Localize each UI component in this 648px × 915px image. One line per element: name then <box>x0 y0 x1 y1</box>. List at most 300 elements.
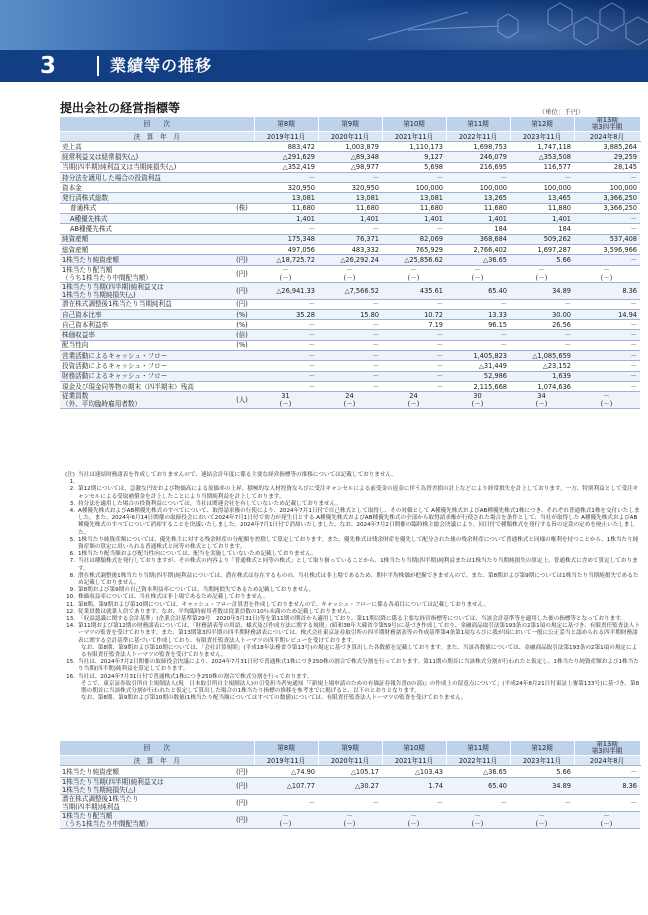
value-cell <box>510 234 574 244</box>
row-label-line: 純資産額 <box>62 235 89 244</box>
value-line: 24 <box>409 392 418 401</box>
table-row <box>60 193 640 203</box>
period-header-row <box>60 741 640 756</box>
value-cell <box>446 282 510 299</box>
date-header-cell: 2020年11月 <box>318 756 382 766</box>
value-line: － <box>630 767 637 776</box>
period-header-cell: 第12期 <box>510 741 574 756</box>
value-cell <box>318 351 382 361</box>
value-cell <box>382 172 446 182</box>
table-row <box>60 224 640 234</box>
note-text: 当社は、2024年7月2日開催の取締役会決議により、2024年7月31日付で普通株式1株につき250株の割合で株式分割を行っております。第11期の期首に当該株式分割が行われたと仮定し、1株当たり純資産額および1株当たり当期(四半期)純利益を算定しております。 <box>78 659 639 673</box>
value-cell <box>510 309 574 319</box>
note-text: 当社は連結財務諸表を作成しておりませんので、連結会計年度に係る主要な経営指標等の推移については記載しておりません。 <box>78 472 397 478</box>
value-line: 11,680 <box>291 204 315 213</box>
value-cell <box>318 766 382 778</box>
value-line: 246,079 <box>479 152 507 161</box>
value-line: － <box>372 173 379 182</box>
value-cell <box>318 392 382 409</box>
period-header-label: 回 次 <box>60 117 254 132</box>
note-text: なお、第8期、第9期および第10期については、「会社計算規則」(平成18年法務省令第13号)の規定に基づき算出した各数値を記載しております。また、当該各数値については、金融商品取引法第193条の2第1項の規定による有限責任監査法人トーマツの監査を受けておりません。 <box>81 644 638 659</box>
section-divider <box>97 56 99 76</box>
value-cell <box>510 766 574 778</box>
value-line: － <box>500 300 507 309</box>
value-cell <box>318 152 382 162</box>
note-number: 13. <box>66 616 75 623</box>
value-cell <box>510 265 574 282</box>
value-cell <box>574 299 640 309</box>
value-line: － <box>308 225 315 234</box>
value-line: △98,977 <box>350 163 379 172</box>
value-cell <box>446 371 510 381</box>
value-line: 11,680 <box>483 204 507 213</box>
value-line: △107.77 <box>286 782 315 790</box>
table-row <box>60 795 640 812</box>
value-line: － <box>282 812 289 820</box>
note-text: 第8期、第9期および第10期については、キャッシュ・フロー計算書を作成しておりませんので、キャッシュ・フローに係る各項目については記載しておりません。 <box>78 601 490 608</box>
value-cell <box>254 203 318 213</box>
value-line: － <box>372 361 379 370</box>
value-cell <box>510 203 574 213</box>
value-line: － <box>410 265 417 274</box>
row-unit <box>230 214 254 224</box>
value-cell <box>254 172 318 182</box>
section-title: 業績等の推移 <box>110 56 213 75</box>
value-cell <box>318 320 382 330</box>
value-line: △26,941.33 <box>276 286 315 295</box>
value-line: 65.40 <box>488 782 507 790</box>
row-label <box>60 766 230 778</box>
value-line: － <box>474 812 481 820</box>
value-cell <box>382 330 446 340</box>
row-unit <box>230 234 254 244</box>
page-subtitle: 提出会社の経営指標等 <box>60 101 181 115</box>
date-header-cell: 2021年11月 <box>382 132 446 142</box>
hexagon-pattern-icon <box>348 0 648 50</box>
value-line: － <box>564 331 571 340</box>
row-label <box>60 265 230 282</box>
value-cell <box>382 766 446 778</box>
value-cell <box>574 309 640 319</box>
note-text: A種優先株式およびAB種優先株式のすべてについて、取得請求権の行使により、2024年7月1日付で自己株式として取得し、その対価として A種優先株式およびAB種優先株式1株につき、それぞれ普通株式1株を交付いたしました。また、2024年6月14日開催の取締役会において2024年7月1日付で効力が発生日とする A種優先株式およびAB種優先株式の全部から取得請求権が行使された場合を条件として、当社が取得した A種優先株式およびAB種優先株式のすべてについて消却することを決議いたしました。2024年7月1日付で消却いたしました。なお、2024年7月2日開催の臨時株主総会決議により、同日付で種類株式を発行する旨の定款の定めを廃止いたしました。 <box>78 508 640 536</box>
note-text: 従業員数は就業人員であります。なお、平均臨時雇用者数は従業員数の10％未満のため記載しておりません。 <box>78 608 354 615</box>
value-cell <box>510 282 574 299</box>
value-line: (－) <box>279 820 292 828</box>
row-label-line: 1株当たり当期純損失(△) <box>62 290 136 299</box>
table-row <box>60 766 640 778</box>
row-unit <box>230 162 254 172</box>
value-line: △18,725.72 <box>276 255 315 264</box>
note-item <box>60 594 642 601</box>
row-label <box>60 224 230 234</box>
row-label <box>60 142 230 152</box>
note-number: 6. <box>69 551 75 558</box>
date-header-cell: 2022年11月 <box>446 756 510 766</box>
value-cell <box>382 371 446 381</box>
value-cell <box>574 234 640 244</box>
date-header-cell: 2023年11月 <box>510 756 574 766</box>
note-item <box>60 674 642 681</box>
value-line: 483,332 <box>351 245 379 254</box>
row-label-line: 株価収益率 <box>62 331 95 340</box>
value-line: － <box>630 382 637 391</box>
value-line: (－) <box>471 273 484 282</box>
value-cell <box>318 282 382 299</box>
value-line: 52,986 <box>483 372 507 381</box>
value-cell <box>382 142 446 152</box>
value-cell <box>446 183 510 193</box>
value-cell <box>254 778 318 795</box>
value-line: 320,950 <box>287 183 315 192</box>
value-cell <box>510 255 574 265</box>
value-cell <box>510 152 574 162</box>
table-row <box>60 255 640 265</box>
value-cell <box>254 361 318 371</box>
note-item <box>60 623 642 645</box>
value-line: (－) <box>600 273 613 282</box>
table-row <box>60 265 640 282</box>
row-unit: (%) <box>230 340 254 350</box>
note-number: 2. <box>69 486 75 493</box>
value-line: 13,081 <box>291 194 315 203</box>
value-line: － <box>564 799 571 807</box>
note-item <box>60 486 642 500</box>
value-cell <box>574 795 640 812</box>
value-line: 10.72 <box>424 310 443 319</box>
value-cell <box>382 183 446 193</box>
value-cell <box>510 330 574 340</box>
value-cell <box>382 309 446 319</box>
value-cell <box>446 330 510 340</box>
value-cell <box>382 299 446 309</box>
value-cell <box>254 142 318 152</box>
value-cell <box>574 340 640 350</box>
value-line: － <box>500 799 507 807</box>
period-header-cell <box>574 117 640 132</box>
value-line: － <box>603 265 610 274</box>
value-line: 100,000 <box>479 183 507 192</box>
row-label <box>60 203 230 213</box>
value-cell <box>574 244 640 254</box>
value-line: 76,371 <box>355 235 379 244</box>
note-number: 10. <box>66 594 75 601</box>
value-cell <box>574 142 640 152</box>
value-cell <box>574 812 640 829</box>
row-unit <box>230 183 254 193</box>
note-item <box>60 645 642 659</box>
value-cell <box>318 381 382 391</box>
value-line: 13,081 <box>355 194 379 203</box>
note-number: (注) 1. <box>65 472 75 486</box>
value-line: － <box>538 812 545 820</box>
value-line: － <box>308 331 315 340</box>
value-cell <box>318 340 382 350</box>
value-cell <box>382 812 446 829</box>
period-header-line: 第13期 <box>596 741 618 748</box>
row-unit: (株) <box>230 203 254 213</box>
note-text: 当社は、2024年7月31日付で普通株式1株につき250株の割合で株式分割を行っております。 <box>78 673 313 680</box>
value-cell <box>382 795 446 812</box>
table-row <box>60 381 640 391</box>
value-cell <box>254 812 318 829</box>
value-cell <box>382 392 446 409</box>
value-cell <box>510 361 574 371</box>
value-line: － <box>630 320 637 329</box>
value-line: 35.28 <box>296 310 315 319</box>
value-cell <box>446 812 510 829</box>
value-line: － <box>500 173 507 182</box>
row-label-line: 経常利益又は経常損失(△) <box>62 152 139 161</box>
note-text: 1株当たり配当額および配当性向については、配当を実施していないため記載しておりません。 <box>78 551 317 558</box>
value-cell <box>446 255 510 265</box>
value-line: 3,366,250 <box>603 194 637 203</box>
row-unit: (円) <box>230 778 254 795</box>
row-label-line: （うち1株当たり中間配当額） <box>62 273 152 282</box>
value-cell <box>254 351 318 361</box>
value-line: △30.27 <box>355 782 379 790</box>
value-line: － <box>372 341 379 350</box>
value-cell <box>318 183 382 193</box>
table-row <box>60 351 640 361</box>
date-header-label: 決 算 年 月 <box>60 756 254 766</box>
row-label <box>60 183 230 193</box>
value-cell <box>446 203 510 213</box>
row-label <box>60 193 230 203</box>
value-cell <box>254 309 318 319</box>
period-header-cell: 第8期 <box>254 117 318 132</box>
value-cell <box>446 309 510 319</box>
value-cell <box>446 778 510 795</box>
row-label-line: 配当性向 <box>62 341 89 350</box>
value-line: △353,508 <box>538 152 571 161</box>
table-row <box>60 361 640 371</box>
value-cell <box>254 330 318 340</box>
value-line: － <box>372 351 379 360</box>
value-line: 116,577 <box>543 163 571 172</box>
value-line: 1,401 <box>360 214 379 223</box>
row-unit <box>230 244 254 254</box>
period-header-cell: 第11期 <box>446 741 510 756</box>
row-label-line: 1株当たり純資産額 <box>62 767 119 776</box>
value-cell <box>254 224 318 234</box>
note-item <box>60 508 642 537</box>
value-cell <box>382 214 446 224</box>
value-line: (－) <box>535 400 548 409</box>
value-line: 30.00 <box>552 310 571 319</box>
value-line: △26,292.24 <box>340 255 379 264</box>
value-line: 5.66 <box>556 767 571 776</box>
value-line: (－) <box>279 273 292 282</box>
value-line: － <box>474 265 481 274</box>
row-label-line: 発行済株式総数 <box>62 194 109 203</box>
value-line: 100,000 <box>415 183 443 192</box>
value-line: 96.15 <box>488 320 507 329</box>
note-item <box>60 609 642 616</box>
value-line: － <box>372 372 379 381</box>
row-label-line: 財務活動によるキャッシュ・フロー <box>62 372 168 381</box>
table-row <box>60 183 640 193</box>
value-cell <box>574 371 640 381</box>
note-number: 14. <box>66 623 75 630</box>
value-cell <box>510 371 574 381</box>
row-label-line: 潜在株式調整後1株当たり <box>62 795 139 803</box>
row-unit: (円) <box>230 255 254 265</box>
value-line: － <box>282 265 289 274</box>
row-label-line: 営業活動によるキャッシュ・フロー <box>62 351 168 360</box>
value-cell <box>318 234 382 244</box>
row-unit: (%) <box>230 320 254 330</box>
value-line: － <box>630 341 637 350</box>
value-line: △36.65 <box>483 767 507 776</box>
note-number: 8. <box>69 572 75 579</box>
value-line: 11,680 <box>355 204 379 213</box>
value-line: (－) <box>535 820 548 828</box>
value-cell <box>446 766 510 778</box>
row-label-line: 自己資本利益率 <box>62 320 109 329</box>
value-line: 65.40 <box>488 286 507 295</box>
value-cell <box>318 330 382 340</box>
row-label-line: A種優先株式 <box>70 214 108 223</box>
value-line: － <box>436 351 443 360</box>
value-cell <box>318 162 382 172</box>
row-label-line: 自己資本比率 <box>62 310 102 319</box>
value-cell <box>574 351 640 361</box>
value-line: － <box>436 372 443 381</box>
value-line: (－) <box>407 273 420 282</box>
value-cell <box>510 183 574 193</box>
row-label <box>60 795 230 812</box>
value-line: 509,262 <box>543 235 571 244</box>
value-line: － <box>436 173 443 182</box>
row-label <box>60 172 230 182</box>
value-line: － <box>436 300 443 309</box>
value-cell <box>318 193 382 203</box>
row-label-line: 売上高 <box>62 142 82 151</box>
period-header-cell: 第9期 <box>318 741 382 756</box>
value-line: 31 <box>281 392 290 401</box>
value-cell <box>574 214 640 224</box>
value-line: － <box>500 341 507 350</box>
value-line: 11,880 <box>547 204 571 213</box>
value-line: － <box>630 331 637 340</box>
value-line: － <box>630 372 637 381</box>
value-line: 2,115,668 <box>473 382 507 391</box>
table-row <box>60 152 640 162</box>
date-header-cell: 2019年11月 <box>254 756 318 766</box>
value-line: － <box>308 361 315 370</box>
value-cell <box>510 162 574 172</box>
row-label <box>60 361 230 371</box>
value-cell <box>254 340 318 350</box>
value-cell <box>574 381 640 391</box>
value-line: 3,366,250 <box>603 204 637 213</box>
value-line: 28,145 <box>613 163 637 172</box>
row-unit: (%) <box>230 309 254 319</box>
value-cell <box>446 142 510 152</box>
value-cell <box>446 193 510 203</box>
value-line: △7,566.52 <box>344 286 379 295</box>
value-line: 9,127 <box>424 152 443 161</box>
value-cell <box>318 255 382 265</box>
row-unit <box>230 152 254 162</box>
value-line: － <box>372 225 379 234</box>
value-line: － <box>630 173 637 182</box>
note-number: 3. <box>69 500 75 507</box>
value-line: 11,680 <box>419 204 443 213</box>
value-cell <box>382 193 446 203</box>
value-line: (－) <box>407 400 420 409</box>
value-line: － <box>372 799 379 807</box>
value-line: 14.94 <box>618 310 637 319</box>
section-number: 3 <box>39 53 56 79</box>
row-label-line: 従業員数 <box>62 392 89 401</box>
value-line: 13.33 <box>488 310 507 319</box>
table-row <box>60 392 640 409</box>
value-cell <box>446 381 510 391</box>
value-line: △291,629 <box>282 152 315 161</box>
row-label-line: 投資活動によるキャッシュ・フロー <box>62 361 168 370</box>
row-label <box>60 320 230 330</box>
value-cell <box>446 299 510 309</box>
value-line: 29,259 <box>613 152 637 161</box>
value-cell <box>254 766 318 778</box>
value-line: △105.17 <box>350 767 379 776</box>
value-line: 1,401 <box>296 214 315 223</box>
note-text: そこで、東京証券取引所自主規制法人(現 日本取引所自主規制法人)の引受担当者宛通知「『新規上場申請のための有価証券報告書(Ⅰの部)』の作成上の留意点について」(平成24年8月21日付東証上審第133号)に基づき、第8期の期首に当該株式分割が行われたと仮定して算出した場合の1株当たり指標の推移を参考までに掲げると、以下のとおりとなります。 <box>81 680 640 695</box>
row-label <box>60 255 230 265</box>
value-cell <box>510 392 574 409</box>
row-label-line: 現金及び現金同等物の期末（四半期末）残高 <box>62 382 194 391</box>
value-cell <box>318 142 382 152</box>
value-line: 13,465 <box>547 194 571 203</box>
row-unit: (円) <box>230 299 254 309</box>
value-cell <box>254 234 318 244</box>
value-line: 435.61 <box>419 286 443 295</box>
table-row <box>60 162 640 172</box>
value-cell <box>318 371 382 381</box>
note-text: 1株当たり純資産額については、優先株主に対する残余財産の分配額を控除して算定しております。また、優先株式は残余財産を優先して配分された後の残余財産について普通株式と同様の権利を持つことから、1株当たり純資産額の算定に用いられる普通株式と同等の株式としております。 <box>78 536 639 551</box>
value-cell <box>318 214 382 224</box>
value-cell <box>446 265 510 282</box>
row-label-line: 普通株式 <box>70 204 97 213</box>
value-cell <box>382 234 446 244</box>
value-line: － <box>436 331 443 340</box>
value-line: 175,348 <box>287 235 315 244</box>
value-cell <box>510 214 574 224</box>
value-line: － <box>308 799 315 807</box>
row-label-line: 1株当たり配当額 <box>62 812 113 820</box>
date-header-cell: 2024年8月 <box>574 132 640 142</box>
value-line: (－) <box>343 400 356 409</box>
table-row <box>60 172 640 182</box>
value-cell <box>382 224 446 234</box>
value-line: － <box>308 372 315 381</box>
value-cell <box>446 351 510 361</box>
note-text: なお、第8期、第9期および第10期の数値(1株当たり配当額についてはすべての数値)については、有限責任監査法人トーマツの監査を受けておりません。 <box>81 695 467 702</box>
value-cell <box>382 320 446 330</box>
value-line: △1,085,659 <box>532 351 571 360</box>
note-text: 第8期および第9期の自己資本利益率については、当期純損失であるため記載しておりません。 <box>78 587 315 594</box>
row-label-line: 1株当たり当期純損失(△) <box>62 786 136 794</box>
value-line: (－) <box>471 400 484 409</box>
note-number: 9. <box>69 587 75 594</box>
value-line: 1,405,823 <box>473 351 507 360</box>
value-line: 3,885,264 <box>603 142 637 151</box>
value-line: 8.36 <box>622 782 637 790</box>
value-cell <box>446 162 510 172</box>
value-line: － <box>372 331 379 340</box>
value-line: － <box>630 225 637 234</box>
